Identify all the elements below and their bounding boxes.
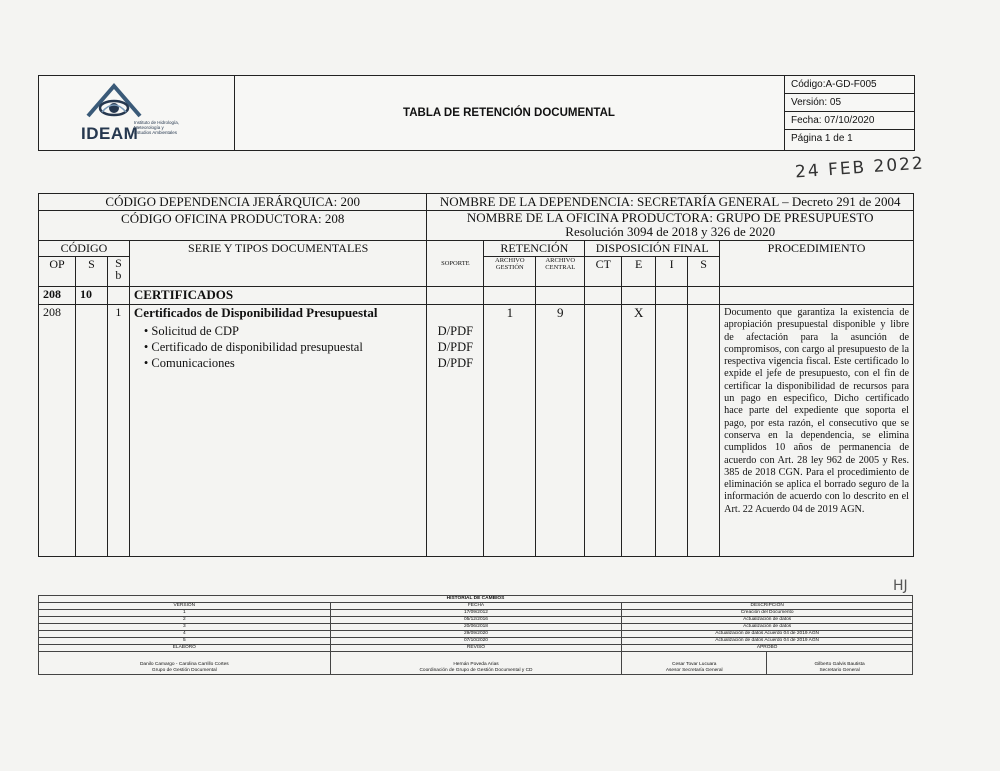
header-soporte: SOPORTE: [427, 241, 484, 287]
history-title: HISTORIAL DE CAMBIOS: [39, 596, 913, 603]
logo-subtitle: Instituto de Hidrología, Meteorología y Estudios Ambientales: [134, 120, 180, 135]
table-row: 3 20/06/2018 Actualización de datos: [39, 624, 913, 631]
subserie-op: 208: [39, 305, 76, 557]
header-op: OP: [39, 257, 76, 287]
list-item: • Comunicaciones: [144, 355, 423, 371]
history-col-fecha: FECHA: [330, 603, 622, 610]
soporte-cell: [427, 305, 484, 557]
reviso-signature: Hernán Poveda Arias Coordinación de Grupo de Gestión Documental y CD: [330, 652, 622, 675]
header-serie: SERIE Y TIPOS DOCUMENTALES: [129, 241, 427, 287]
disposicion-ct: [585, 305, 622, 557]
history-col-version: VERSIÓN: [39, 603, 331, 610]
retention-table: [38, 193, 914, 557]
meta-pagina: Página 1 de 1: [791, 133, 853, 144]
table-row: 1 17/09/2012 Creación del Documento: [39, 610, 913, 617]
soporte-value: D/PDF: [437, 340, 474, 354]
header-disposicion: DISPOSICIÓN FINAL: [585, 241, 720, 257]
subserie-s: [75, 305, 107, 557]
history-col-desc: DESCRIPCIÓN: [622, 603, 913, 610]
disposicion-e: X: [622, 305, 656, 557]
retencion-gestion: 1: [484, 305, 536, 557]
change-history-table: [38, 595, 913, 675]
meta-fecha: Fecha: 07/10/2020: [785, 112, 914, 130]
elaboro-label: ELABORÓ: [39, 645, 331, 652]
document-types-list: [134, 323, 423, 371]
table-row: 4 29/09/2020 Actualización de datos Acuerdo 04 de 2019 AGN: [39, 631, 913, 638]
header-s: S: [75, 257, 107, 287]
subserie-name: Certificados de Disponibilidad Presupuestal: [133, 305, 378, 320]
date-stamp: 24 FEB 2022: [794, 153, 926, 183]
table-row: 2 05/12/2016 Actualización de datos: [39, 617, 913, 624]
header-retencion: RETENCIÓN: [484, 241, 585, 257]
soporte-value: D/PDF: [437, 356, 474, 370]
procedimiento-text: Documento que garantiza la existencia de apropiación presupuestal disponible y libre de afectación para la asunción de compromisos, con cargo al presupuesto de la respectiva vigencia fiscal. Este certificado lo expide el jefe de presupuesto, con el fin de certificar la disponibilidad de recursos para un pago en especifico, Dicho certificado hace parte del expediente que soporta el pago, por esta razón, el consecutivo que se conserva en la dependencia, se elimina cumplidos 10 años de permanencia de acuerdo con Art. 28 ley 962 de 2005 y Res. 385 de 2018 CGN. Para el procedimiento de eliminación se aplica el borrado seguro de la información de acuerdo con lo descrito en el Art. 22 Acuerdo 04 de 2019 AGN.: [720, 305, 914, 557]
document-meta: [785, 76, 914, 150]
serie-sb: [107, 287, 129, 305]
header-i: I: [656, 257, 688, 287]
aprobo-signature-2: Gilberto Galvis Bautista Secretario General: [767, 652, 913, 675]
header-sb: S b: [107, 257, 129, 287]
logo-cell: [39, 76, 235, 150]
header-s-final: S: [688, 257, 720, 287]
elaboro-signature: Danilo Camargo - Carolina Carrillo Cortes Grupo de Gestión Documental: [39, 652, 331, 675]
retencion-central: 9: [536, 305, 585, 557]
dependency-name: NOMBRE DE LA DEPENDENCIA: SECRETARÍA GENERAL – Decreto 291 de 2004: [427, 194, 914, 211]
serie-name: CERTIFICADOS: [129, 287, 427, 305]
header-archivo-gestion: ARCHIVO GESTIÓN: [484, 257, 536, 287]
table-row: 5 07/10/2020 Actualización de datos Acuerdo 04 de 2019 AGN: [39, 638, 913, 645]
aprobo-label: APROBÓ: [622, 645, 913, 652]
serie-op: 208: [39, 287, 76, 305]
header-e: E: [622, 257, 656, 287]
header-codigo: CÓDIGO: [39, 241, 130, 257]
meta-version: Versión: 05: [785, 94, 914, 112]
disposicion-s: [688, 305, 720, 557]
logo-name: IDEAM: [81, 124, 139, 143]
handwritten-mark: HJ: [893, 578, 908, 594]
reviso-label: REVISÓ: [330, 645, 622, 652]
office-code: CÓDIGO OFICINA PRODUCTORA: 208: [39, 211, 427, 241]
header-procedimiento: PROCEDIMIENTO: [720, 241, 914, 287]
subserie-row: [39, 305, 914, 557]
meta-codigo: Código:A-GD-F005: [785, 76, 914, 94]
ideam-logo-icon: [84, 82, 144, 124]
header-ct: CT: [585, 257, 622, 287]
document-header: [38, 75, 915, 151]
serie-row: [39, 287, 914, 305]
office-name: NOMBRE DE LA OFICINA PRODUCTORA: GRUPO DE PRESUPUESTO Resolución 3094 de 2018 y 326 de 2020: [427, 211, 914, 241]
dependency-code: CÓDIGO DEPENDENCIA JERÁRQUICA: 200: [39, 194, 427, 211]
list-item: • Solicitud de CDP: [144, 323, 423, 339]
subserie-cell: [129, 305, 427, 557]
subserie-sb: 1: [107, 305, 129, 557]
serie-s: 10: [75, 287, 107, 305]
soporte-value: D/PDF: [437, 324, 474, 338]
disposicion-i: [656, 305, 688, 557]
document-title: TABLA DE RETENCIÓN DOCUMENTAL: [234, 76, 785, 150]
header-archivo-central: ARCHIVO CENTRAL: [536, 257, 585, 287]
list-item: • Certificado de disponibilidad presupuestal: [144, 339, 423, 355]
aprobo-signature-1: Cesar Tovar Lucuara Asesor Secretaría General: [622, 652, 767, 675]
